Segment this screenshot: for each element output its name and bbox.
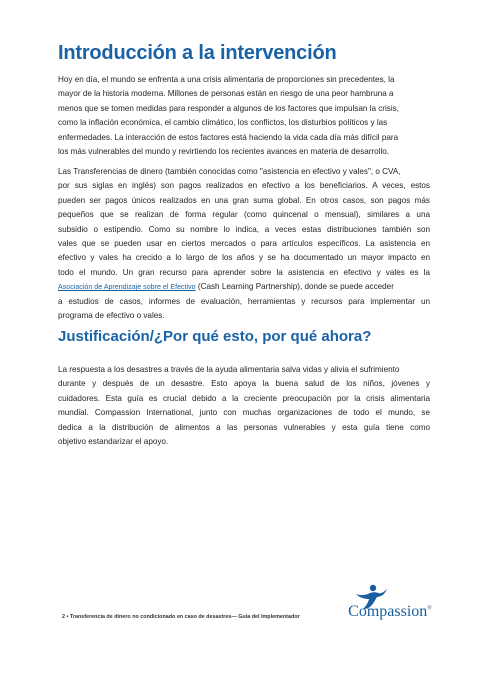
text-line: cuidadores. Esta guía es crucial debido a la creciente preocupación por la crisis alimentaria bbox=[58, 393, 430, 403]
text-line: a estudios de casos, informes de evaluación, herramientas y recursos para implementar un bbox=[58, 296, 430, 306]
text-line: mundial. Compassion International, junto con muchas organizaciones de todo el mundo, se bbox=[58, 408, 430, 418]
text-line: dedica a la distribución de alimentos a las personas vulnerables y esta guía tiene como bbox=[58, 422, 430, 432]
text-line: durante y después de un desastre. Esto apoya la buena salud de los niños, jóvenes y bbox=[58, 379, 430, 389]
logo-wordmark: Compassion® bbox=[348, 603, 432, 620]
cash-transfer-paragraph bbox=[58, 165, 430, 323]
text-line: programa de efectivo o vales. bbox=[58, 311, 165, 321]
text-line: Hoy en día, el mundo se enfrenta a una crisis alimentaria de proporciones sin precedentes, la bbox=[58, 75, 395, 84]
text-line: pueden ser pagos únicos realizados en una gran suma global. En otros casos, son pagos más bbox=[58, 195, 430, 205]
link-trailing-text: (Cash Learning Partnership), donde se puede acceder bbox=[195, 282, 394, 292]
justification-paragraph bbox=[58, 363, 430, 449]
text-line: todo el mundo. Un gran recurso para aprender sobre la asistencia en efectivo y vales es la bbox=[58, 267, 430, 277]
text-line-with-link bbox=[58, 280, 430, 294]
text-line: como la inflación económica, el cambio climático, los conflictos, los disturbios políticos y las bbox=[58, 118, 388, 128]
text-line: pequeños que se realizan de forma regular (como quincenal o mensual), similares a una bbox=[58, 210, 430, 220]
text-line: Las Transferencias de dinero (también conocidas como "asistencia en efectivo y vales", o CVA, bbox=[58, 167, 401, 176]
page-title: Introducción a la intervención bbox=[58, 42, 337, 64]
text-line: menos que se tomen medidas para responder a algunos de los factores que impulsan la crisis, bbox=[58, 103, 399, 113]
text-line: por sus siglas en inglés) son pagos realizados en efectivo a los beneficiarios. A veces, estos bbox=[58, 181, 430, 191]
text-line: La respuesta a los desastres a través de la ayuda alimentaria salva vidas y alivia el sufrimiento bbox=[58, 365, 400, 374]
section-heading: Justificación/¿Por qué esto, por qué ahora? bbox=[58, 328, 372, 345]
text-line: subsidio o estipendio. Como su nombre lo indica, a veces estas distribuciones también son bbox=[58, 224, 430, 234]
text-line: los más vulnerables del mundo y revirtiendo los recientes avances en materia de desarrollo. bbox=[58, 147, 390, 157]
text-line: enfermedades. La interacción de estos factores está haciendo la vida cada día más difícil para bbox=[58, 132, 399, 142]
text-line: efectivo y vales ha crecido a lo largo de los años y se ha documentado un mayor impacto en bbox=[58, 253, 430, 263]
page-footer: 2 • Transferencia de dinero no condicionado en caso de desastres— Guía del Implementador bbox=[62, 614, 300, 620]
compassion-logo bbox=[340, 584, 440, 630]
text-line: vales que se pueden usar en ciertos mercados o para artículos específicos. La asistencia en bbox=[58, 239, 430, 249]
cash-learning-partnership-link[interactable]: Asociación de Aprendizaje sobre el Efectivo bbox=[58, 283, 196, 292]
text-line: mayor de la historia moderna. Millones de personas están en riesgo de una peor hambruna a bbox=[58, 89, 394, 99]
intro-paragraph bbox=[58, 73, 430, 159]
text-line: objetivo estandarizar el apoyo. bbox=[58, 437, 169, 447]
